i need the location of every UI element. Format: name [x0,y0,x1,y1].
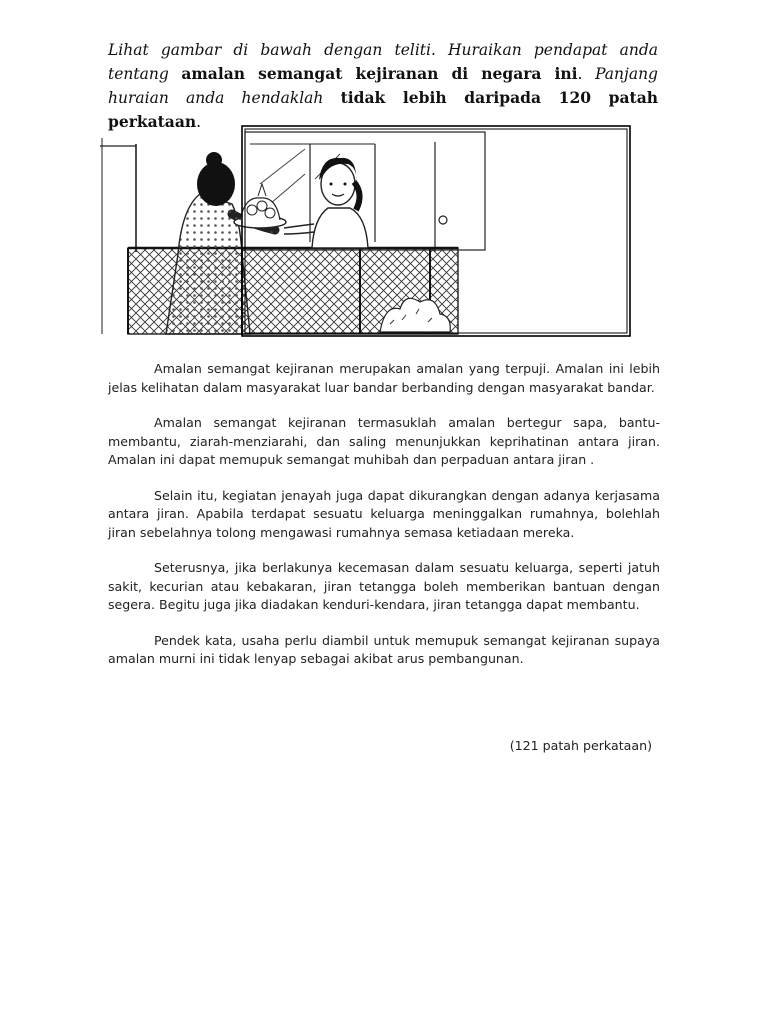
essay-paragraph-4: Seterusnya, jika berlakunya kecemasan dalam sesuatu keluarga, seperti jatuh sakit, kecurian atau kebakaran, jiran tetangga boleh memberikan bantuan dengan segera. Begitu juga jika diadakan kenduri-kendara, jiran tetangga dapat membantu. [108,560,660,612]
neighbours-illustration [100,124,632,340]
instruction-period-1: . [577,65,583,83]
word-count: (121 patah perkataan) [509,738,652,753]
question-instruction [108,38,658,134]
model-essay [108,360,660,669]
essay-paragraph-3: Selain itu, kegiatan jenayah juga dapat dikurangkan dengan adanya kerjasama antara jiran. Apabila terdapat sesuatu keluarga meninggalkan rumahnya, bolehlah jiran sebelahnya tolong mengawasi rumahnya semasa ketiadaan mereka. [108,487,660,540]
instruction-bold-limit: tidak lebih daripada 120 patah perkataan [108,88,659,131]
essay-paragraph-2: Amalan semangat kejiranan termasuklah amalan bertegur sapa, bantu-membantu, ziarah-menziarahi, dan saling menunjukkan keprihatinan antara jiran. Amalan ini dapat memupuk semangat muhibah dan perpaduan antara jiran . [108,415,660,467]
essay-paragraph-5: Pendek kata, usaha perlu diambil untuk memupuk semangat kejiranan supaya amalan murni ini tidak lenyap sebagai akibat arus pembangunan. [108,632,660,666]
essay-paragraph-1: Amalan semangat kejiranan merupakan amalan yang terpuji. Amalan ini lebih jelas kelihatan dalam masyarakat luar bandar berbanding dengan masyarakat bandar. [108,361,660,395]
instruction-bold-topic: amalan semangat kejiranan di negara ini [181,64,578,83]
instruction-period-2: . [196,113,202,131]
instruction-italic-2: Panjang huraian anda hendaklah [108,65,658,107]
instruction-italic-1: Lihat gambar di bawah dengan teliti. Huraikan pendapat anda tentang [108,41,658,83]
